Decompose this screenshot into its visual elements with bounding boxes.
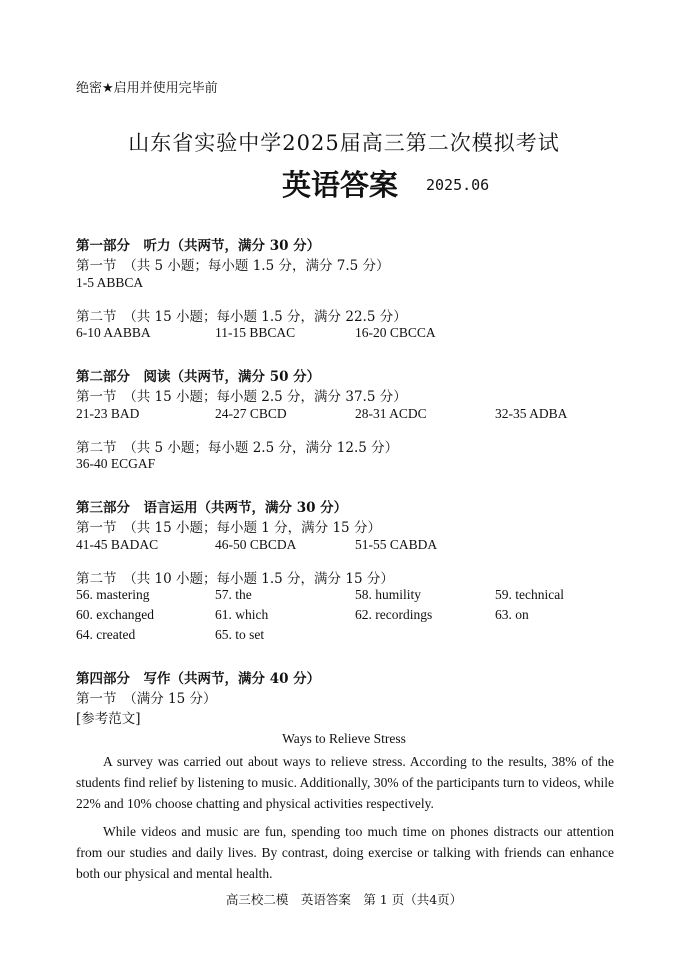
answer-item: 64. created	[76, 627, 136, 642]
page-footer: 高三校二模 英语答案 第 1 页（共4页）	[225, 892, 463, 907]
page-title: 英语答案	[282, 168, 399, 202]
answer-group: 32-35 ADBA	[495, 406, 568, 421]
part3-sec2-heading: 第二节 （共 10 小题；每小题 1.5 分，满分 15 分）	[76, 571, 394, 587]
answer-group: 11-15 BBCAC	[215, 325, 296, 340]
school-exam-title: 山东省实验中学2025届高三第二次模拟考试	[128, 131, 560, 155]
answer-item: 57. the	[215, 587, 252, 602]
answer-item: 62. recordings	[355, 607, 433, 622]
answer-group: 1-5 ABBCA	[76, 275, 144, 290]
part3-heading: 第三部分 语言运用（共两节，满分 30 分）	[76, 500, 348, 516]
part4-heading: 第四部分 写作（共两节，满分 40 分）	[76, 671, 321, 687]
part1-sec1-heading: 第一节 （共 5 小题；每小题 1.5 分，满分 7.5 分）	[76, 258, 390, 274]
answer-group: 16-20 CBCCA	[355, 325, 436, 340]
answer-item: 61. which	[215, 607, 269, 622]
part1-sec2-heading: 第二节 （共 15 小题；每小题 1.5 分，满分 22.5 分）	[76, 309, 407, 325]
part4-sec1-heading: 第一节 （满分 15 分）	[76, 691, 217, 707]
answer-group: 24-27 CBCD	[215, 406, 287, 421]
answer-item: 56. mastering	[76, 587, 150, 602]
part2-sec1-heading: 第一节 （共 15 小题；每小题 2.5 分，满分 37.5 分）	[76, 389, 407, 405]
part1-heading: 第一部分 听力（共两节，满分 30 分）	[76, 238, 321, 254]
essay-paragraph: A survey was carried out about ways to relieve stress. According to the results, 38% of the students find relief by listening to music. Additionally, 30% of the participants turn to videos, while 22% and 10% choose chatting and physical activities respectively.	[76, 754, 614, 811]
exam-date: 2025.06	[426, 176, 490, 194]
part2-sec2-heading: 第二节 （共 5 小题；每小题 2.5 分，满分 12.5 分）	[76, 440, 399, 456]
answer-group: 36-40 ECGAF	[76, 456, 156, 471]
sample-essay-label: [参考范文]	[76, 711, 141, 727]
answer-item: 58. humility	[355, 587, 422, 602]
answer-group: 46-50 CBCDA	[215, 537, 297, 552]
answer-item: 63. on	[495, 607, 529, 622]
answer-item: 65. to set	[215, 627, 265, 642]
part2-heading: 第二部分 阅读（共两节，满分 50 分）	[76, 369, 321, 385]
essay-title: Ways to Relieve Stress	[282, 731, 406, 746]
answer-group: 28-31 ACDC	[355, 406, 427, 421]
essay-paragraph: While videos and music are fun, spending too much time on phones distracts our attention from our studies and daily lives. By contrast, doing exercise or talking with friends can enhance both our physical and mental health.	[76, 824, 614, 881]
answer-group: 6-10 AABBA	[76, 325, 151, 340]
answer-group: 41-45 BADAC	[76, 537, 159, 552]
answer-group: 51-55 CABDA	[355, 537, 438, 552]
answer-item: 59. technical	[495, 587, 564, 602]
confidential-label: 绝密★启用并使用完毕前	[76, 81, 218, 96]
answer-group: 21-23 BAD	[76, 406, 140, 421]
answer-item: 60. exchanged	[76, 607, 154, 622]
part3-sec1-heading: 第一节 （共 15 小题；每小题 1 分，满分 15 分）	[76, 520, 381, 536]
